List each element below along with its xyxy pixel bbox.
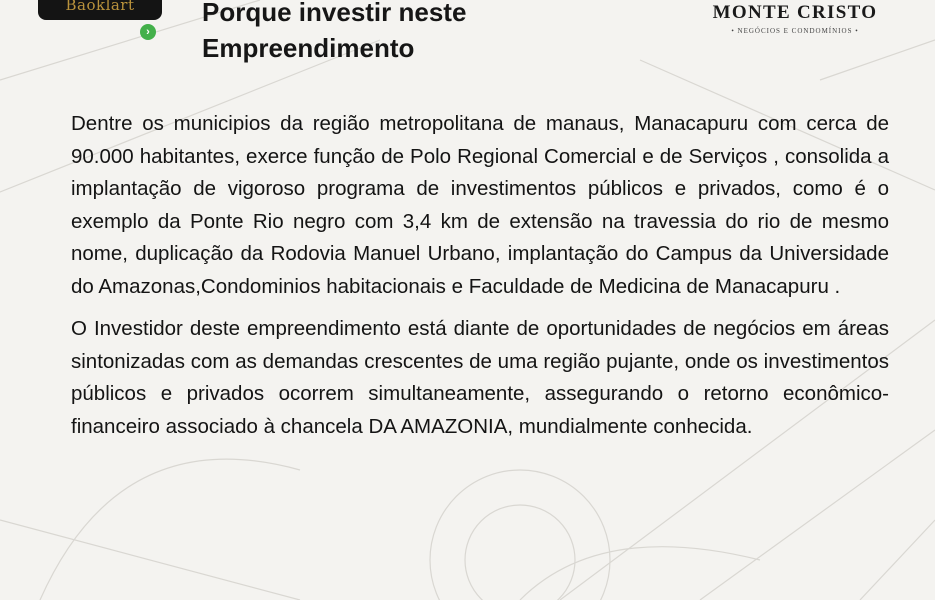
- brand-subtitle: • NEGÓCIOS E CONDOMÍNIOS •: [731, 27, 859, 35]
- page-title-line2: Empreendimento: [202, 33, 415, 63]
- page-title: [202, 0, 622, 66]
- page-title-line1: Porque investir neste: [202, 0, 467, 27]
- chevron-right-circle-icon[interactable]: ›: [140, 24, 156, 40]
- body-text: [71, 108, 889, 453]
- app-logo-badge: Baoklart: [38, 0, 162, 20]
- brand-name: MONTE CRISTO: [712, 2, 878, 23]
- paragraph-2: O Investidor deste empreendimento está diante de oportunidades de negócios em áreas sintonizadas com as demandas crescentes de uma região pujante, onde os investimentos públicos e privados ocorrem simultaneamente, assegurando o retorno econômico-financeiro associado à chancela DA AMAZONIA, mundialmente conhecida.: [71, 317, 889, 438]
- paragraph-1: Dentre os municipios da região metropolitana de manaus, Manacapuru com cerca de 90.000 habitantes, exerce função de Polo Regional Comercial e de Serviços , consolida a implantação de vigoroso programa de investimentos públicos e privados, como é o exemplo da Ponte Rio negro com 3,4 km de extensão na travessia do rio de mesmo nome, duplicação da Rodovia Manuel Urbano, implantação do Campus da Universidade do Amazonas,Condominios habitacionais e Faculdade de Medicina de Manacapuru .: [71, 112, 889, 298]
- brand-logo: [700, 2, 890, 35]
